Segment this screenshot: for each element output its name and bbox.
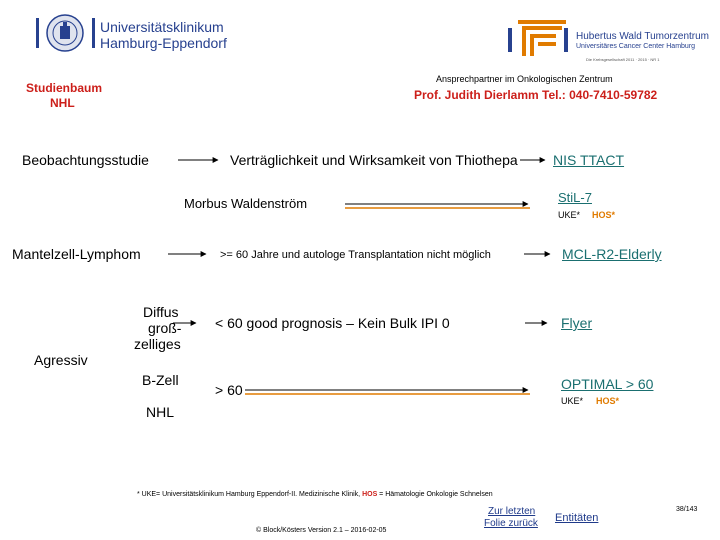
copyright: © Block/Kösters Version 2.1 – 2016-02-05 [256,527,387,534]
row-waldenstroem-label: Morbus Waldenström [184,196,308,211]
hwt-logo-line1: Hubertus Wald Tumorzentrum [576,31,710,42]
hwt-logo-line2: Universitäres Cancer Center Hamburg [576,43,696,50]
contact-name: Prof. Judith Dierlamm Tel.: 040-7410-59782 [414,88,658,102]
entities-link[interactable]: Entitäten [555,512,599,524]
footnote-text-post: = Hämatologie Onkologie Schnelsen [377,491,493,498]
link-stil-7[interactable]: StiL-7 [558,190,592,205]
page-number: 38/143 [676,506,698,513]
row-flyer-criteria: < 60 good prognosis – Kein Bulk IPI 0 [215,315,450,331]
bzell-label: B-Zell [142,372,179,388]
link-nis-ttact[interactable]: NIS TTACT [553,152,625,168]
row-optimal-criteria: > 60 [215,382,243,398]
footnote [137,491,493,498]
link-optimal-60[interactable]: OPTIMAL > 60 [561,376,654,392]
hwt-logo-sub: Die Krebsgesellschaft 2011 · 2015 · NR 1 [586,57,660,62]
title-line2: NHL [50,96,75,110]
contact-label: Ansprechpartner im Onkologischen Zentrum [436,74,613,84]
agressiv-label: Agressiv [34,352,88,368]
row-beobachtung-study: Verträglichkeit und Wirksamkeit von Thiothepa [230,152,518,168]
back-link-line1[interactable]: Zur letzten [488,506,536,517]
footnote-hos: HOS [362,491,378,498]
uke-logo-line2: Hamburg-Eppendorf [100,35,227,51]
link-mcl-r2-elderly[interactable]: MCL-R2-Elderly [562,246,662,262]
waldenstroem-uke: UKE* [558,210,581,220]
diffus-line2: groß- [148,320,182,336]
optimal-uke: UKE* [561,396,584,406]
uke-logo-line1: Universitätsklinikum [100,19,224,35]
footnote-text-pre: * UKE= Universitätsklinikum Hamburg Eppendorf-II. Medizinische Klinik, [137,491,363,498]
optimal-hos: HOS* [596,396,620,406]
title-line1: Studienbaum [26,81,103,95]
back-link-line2[interactable]: Folie zurück [484,518,538,529]
nhl-label: NHL [146,404,175,420]
row-mantelzell-label: Mantelzell-Lymphom [12,246,141,262]
row-beobachtung-label: Beobachtungsstudie [22,152,149,168]
link-flyer[interactable]: Flyer [561,315,593,331]
diffus-line1: Diffus [143,304,179,320]
waldenstroem-hos: HOS* [592,210,616,220]
row-mantelzell-criteria: >= 60 Jahre und autologe Transplantation nicht möglich [220,249,491,261]
diffus-line3: zelliges [134,336,181,352]
